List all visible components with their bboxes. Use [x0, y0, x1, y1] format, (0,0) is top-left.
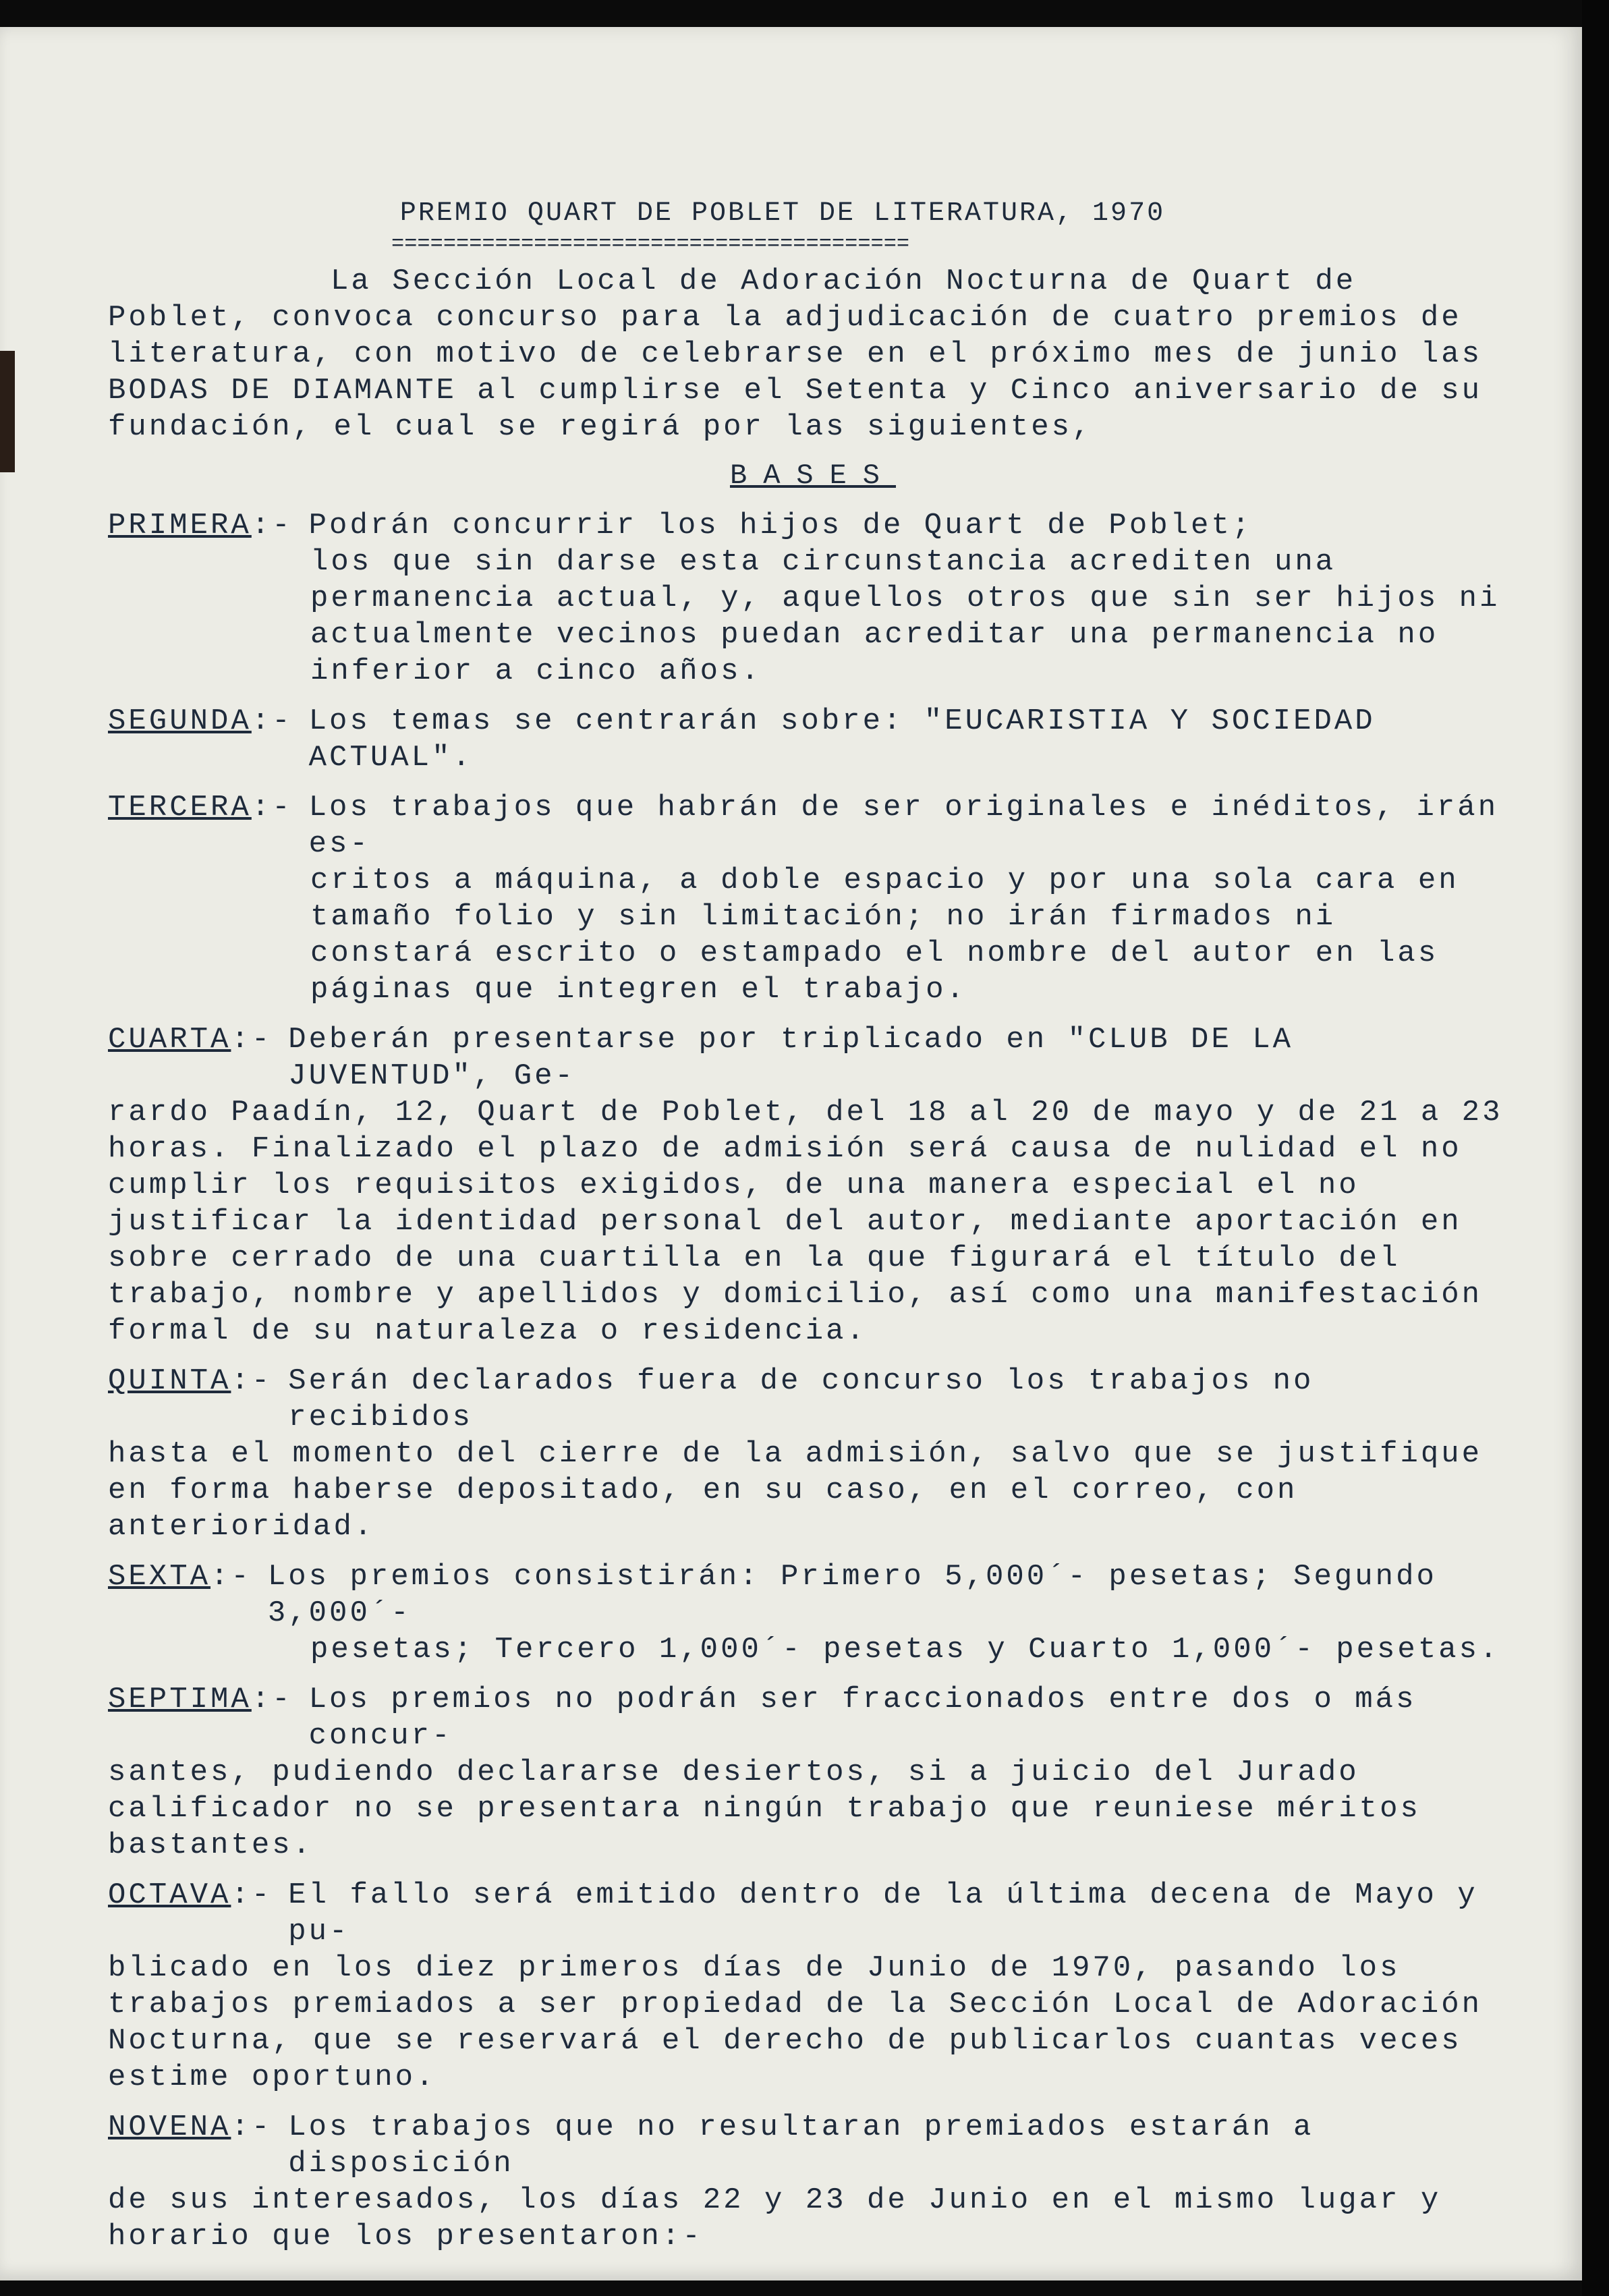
clause-body: santes, pudiendo declararse desiertos, si a juicio del Jurado calificador no se presentara ningún trabajo que reuniese méritos bastantes. [108, 1756, 1421, 1862]
clause-body: blicado en los diez primeros días de Junio de 1970, pasando los trabajos premiados a ser propiedad de la Sección Local de Adoración Nocturna, que se reservará el derecho de publicarlos cuantas veces estime oportuno. [108, 1951, 1483, 2094]
clause-body: de sus interesados, los días 22 y 23 de Junio en el mismo lugar y horario que los presentaron:- [108, 2183, 1442, 2253]
clause-first-line: Los premios no podrán ser fraccionados entre dos o más concur- [308, 1683, 1417, 1753]
clause-label: PRIMERA [108, 509, 252, 542]
clause-primera [108, 507, 1518, 690]
clause-separator: :- [251, 1683, 293, 1716]
clause-quinta [108, 1363, 1518, 1545]
document-content [108, 196, 1518, 2255]
paper-edge-shadow [0, 351, 15, 472]
clause-novena [108, 2109, 1518, 2255]
clause-first-line: Serán declarados fuera de concurso los trabajos no recibidos [288, 1364, 1314, 1434]
clause-first-line: Los temas se centrarán sobre: "EUCARISTIA Y SOCIEDAD ACTUAL". [308, 704, 1376, 775]
title-underline-rule: ======================================== [391, 232, 910, 256]
clause-label: SEGUNDA [108, 704, 252, 738]
clause-body: rardo Paadín, 12, Quart de Poblet, del 18 al 20 de mayo y de 21 a 23 horas. Finalizado el plazo de admisión será causa de nulidad el no cumplir los requisitos exigidos, de una manera especial el no justificar la identidad personal del autor, mediante aportación en sobre cerrado de una cuartilla en la que figurará el título del trabajo, nombre y apellidos y domicilio, así como una manifestación formal de su naturaleza o residencia. [108, 1096, 1503, 1348]
background-strip [1582, 0, 1609, 2296]
clause-label: SEXTA [108, 1560, 211, 1594]
clause-body: los que sin darse esta circunstancia acrediten una permanencia actual, y, aquellos otros que sin ser hijos ni actualmente vecinos puedan acreditar una permanencia no inferior a cinco años. [310, 545, 1500, 688]
clause-first-line: Los trabajos que habrán de ser originales e inéditos, irán es- [308, 791, 1499, 861]
clause-first-line: Podrán concurrir los hijos de Quart de Poblet; [308, 509, 1253, 542]
clause-sexta [108, 1559, 1518, 1668]
document-title: PREMIO QUART DE POBLET DE LITERATURA, 1970 [399, 198, 1166, 229]
clause-separator: :- [231, 1023, 273, 1057]
clause-first-line: Los trabajos que no resultaran premiados estarán a disposición [288, 2110, 1314, 2181]
clause-separator: :- [210, 1560, 252, 1594]
clause-separator: :- [251, 704, 293, 738]
clause-separator: :- [251, 791, 293, 824]
clause-label: CUARTA [108, 1023, 231, 1057]
clause-label: OCTAVA [108, 1878, 231, 1912]
clause-first-line: El fallo será emitido dentro de la última decena de Mayo y pu- [288, 1878, 1478, 1949]
clause-tercera [108, 789, 1518, 1008]
clause-first-line: Los premios consistirán: Primero 5,000´- pesetas; Segundo 3,000´- [267, 1560, 1437, 1630]
clause-label: QUINTA [108, 1364, 231, 1398]
clause-separator: :- [231, 1364, 273, 1398]
clause-label: SEPTIMA [108, 1683, 252, 1716]
clause-cuarta [108, 1021, 1518, 1349]
clause-octava [108, 1877, 1518, 2096]
clause-body: pesetas; Tercero 1,000´- pesetas y Cuarto 1,000´- pesetas. [310, 1633, 1500, 1667]
clause-separator: :- [231, 2110, 273, 2144]
clause-separator: :- [231, 1878, 273, 1912]
clause-label: TERCERA [108, 791, 252, 824]
bases-heading: BASES [729, 459, 897, 492]
clause-first-line: Deberán presentarse por triplicado en "CLUB DE LA JUVENTUD", Ge- [288, 1023, 1294, 1093]
clause-label: NOVENA [108, 2110, 231, 2144]
clause-body: critos a máquina, a doble espacio y por una sola cara en tamaño folio y sin limitación; no irán firmados ni constará escrito o estampado el nombre del autor en las páginas que integren el trabajo. [310, 864, 1459, 1007]
clause-segunda [108, 703, 1518, 776]
intro-paragraph: La Sección Local de Adoración Nocturna de Quart de Poblet, convoca concurso para la adjudicación de cuatro premios de literatura, con motivo de celebrarse en el próximo mes de junio las BODAS DE DIAMANTE al cumplirse el Setenta y Cinco aniversario de su fundación, el cual se regirá por las siguientes, [108, 264, 1483, 444]
clause-body: hasta el momento del cierre de la admisión, salvo que se justifique en forma haberse depositado, en su caso, en el correo, con anterioridad. [108, 1437, 1483, 1544]
clause-septima [108, 1681, 1518, 1864]
clause-separator: :- [251, 509, 293, 542]
